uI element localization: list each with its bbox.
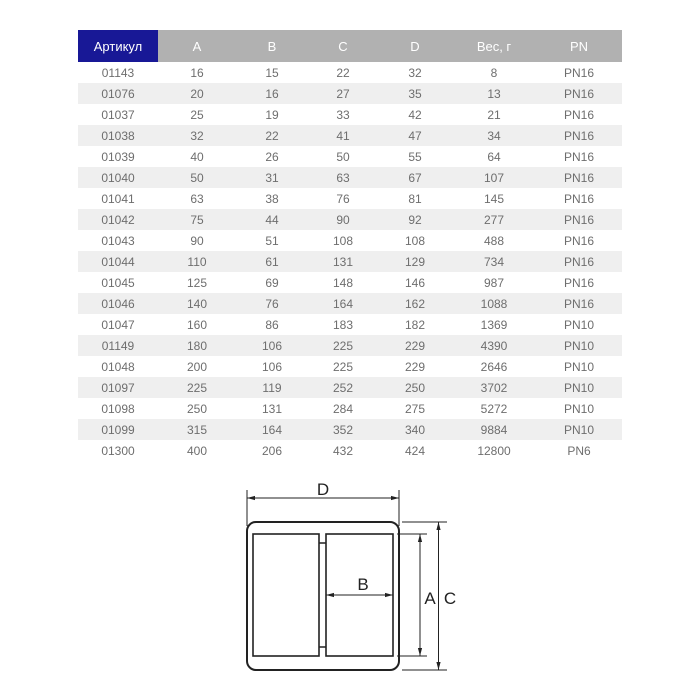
- arrow-up-icon: [436, 522, 440, 530]
- cell-c: 225: [332, 338, 354, 353]
- cell-weight: 3702: [480, 380, 508, 395]
- cell-weight: 145: [483, 191, 505, 206]
- cell-weight: 21: [487, 107, 501, 122]
- cell-a: 400: [186, 443, 208, 458]
- cell-articul: 01040: [101, 170, 135, 185]
- dimension-a: [397, 534, 436, 656]
- cell-d: 182: [404, 317, 426, 332]
- cell-d: 250: [404, 380, 426, 395]
- table-row: [78, 356, 622, 377]
- table-row: [78, 125, 622, 146]
- col-header-b: B: [236, 30, 308, 62]
- cell-c: 33: [336, 107, 350, 122]
- cell-articul: 01042: [101, 212, 135, 227]
- cell-a: 200: [186, 359, 208, 374]
- cell-pn: PN10: [563, 359, 595, 374]
- cell-pn: PN10: [563, 380, 595, 395]
- cell-d: 67: [408, 170, 422, 185]
- cell-pn: PN16: [563, 128, 595, 143]
- cell-b: 38: [265, 191, 279, 206]
- cell-weight: 13: [487, 86, 501, 101]
- dim-label-d: D: [316, 480, 330, 499]
- cell-a: 25: [190, 107, 204, 122]
- cell-articul: 01076: [101, 86, 135, 101]
- table-row: [78, 314, 622, 335]
- cell-pn: PN16: [563, 254, 595, 269]
- col-header-a: A: [158, 30, 236, 62]
- cell-articul: 01043: [101, 233, 135, 248]
- cell-c: 432: [332, 443, 354, 458]
- coupling-diagram: [230, 478, 470, 693]
- arrow-down-icon: [436, 662, 440, 670]
- table-row: [78, 230, 622, 251]
- col-header-pn: PN: [536, 30, 622, 62]
- arrow-left-icon: [247, 496, 255, 500]
- cell-d: 229: [404, 338, 426, 353]
- cell-b: 86: [265, 317, 279, 332]
- cell-articul: 01097: [101, 380, 135, 395]
- cell-c: 352: [332, 422, 354, 437]
- table-row: [78, 251, 622, 272]
- cell-d: 162: [404, 296, 426, 311]
- cell-pn: PN16: [563, 212, 595, 227]
- cell-d: 129: [404, 254, 426, 269]
- cell-articul: 01143: [101, 65, 135, 80]
- cell-weight: 9884: [480, 422, 508, 437]
- cell-a: 90: [190, 233, 204, 248]
- cell-d: 424: [404, 443, 426, 458]
- cell-weight: 1088: [480, 296, 508, 311]
- cell-b: 22: [265, 128, 279, 143]
- dimension-d: [247, 480, 399, 526]
- cell-b: 16: [265, 86, 279, 101]
- cell-c: 90: [336, 212, 350, 227]
- cell-articul: 01047: [101, 317, 135, 332]
- cell-a: 32: [190, 128, 204, 143]
- dim-label-a: A: [424, 589, 436, 608]
- cell-d: 42: [408, 107, 422, 122]
- cell-d: 275: [404, 401, 426, 416]
- cell-b: 119: [262, 380, 282, 395]
- cell-weight: 34: [487, 128, 501, 143]
- cell-pn: PN16: [563, 296, 595, 311]
- dim-label-c: C: [443, 589, 457, 608]
- cell-pn: PN16: [563, 86, 595, 101]
- cell-pn: PN10: [563, 422, 595, 437]
- cell-weight: 64: [487, 149, 501, 164]
- col-header-weight: Вес, г: [452, 30, 536, 62]
- cell-c: 284: [332, 401, 354, 416]
- arrow-right-icon: [391, 496, 399, 500]
- cell-weight: 488: [483, 233, 505, 248]
- cell-weight: 1369: [480, 317, 508, 332]
- cell-c: 63: [336, 170, 350, 185]
- cell-articul: 01099: [101, 422, 135, 437]
- spec-table-body: [78, 62, 622, 461]
- cell-c: 50: [336, 149, 350, 164]
- cell-weight: 734: [483, 254, 505, 269]
- table-row: [78, 272, 622, 293]
- arrow-up-icon: [418, 534, 422, 542]
- cell-articul: 01045: [101, 275, 135, 290]
- cell-a: 110: [187, 254, 207, 269]
- cell-a: 315: [186, 422, 208, 437]
- cell-c: 131: [332, 254, 354, 269]
- cell-a: 63: [190, 191, 204, 206]
- cell-b: 106: [261, 359, 283, 374]
- cell-b: 76: [265, 296, 279, 311]
- table-row: [78, 377, 622, 398]
- cell-a: 16: [190, 65, 204, 80]
- cell-d: 55: [408, 149, 422, 164]
- cell-weight: 8: [490, 65, 498, 80]
- cell-b: 31: [265, 170, 279, 185]
- cell-b: 164: [261, 422, 283, 437]
- cell-b: 44: [265, 212, 279, 227]
- cell-pn: PN16: [563, 275, 595, 290]
- cell-a: 180: [186, 338, 208, 353]
- cell-weight: 107: [483, 170, 505, 185]
- cell-c: 164: [332, 296, 354, 311]
- table-row: [78, 335, 622, 356]
- cell-articul: 01149: [101, 338, 135, 353]
- cell-articul: 01048: [101, 359, 135, 374]
- col-header-articul: Артикул: [78, 30, 158, 62]
- cell-a: 140: [186, 296, 208, 311]
- table-row: [78, 293, 622, 314]
- cell-b: 15: [265, 65, 279, 80]
- table-row: [78, 209, 622, 230]
- cell-c: 108: [332, 233, 354, 248]
- col-header-d: D: [378, 30, 452, 62]
- table-row: [78, 419, 622, 440]
- cell-d: 81: [408, 191, 422, 206]
- cell-pn: PN16: [563, 170, 595, 185]
- cell-d: 146: [404, 275, 426, 290]
- cell-articul: 01041: [101, 191, 135, 206]
- arrow-down-icon: [418, 648, 422, 656]
- cell-pn: PN16: [563, 191, 595, 206]
- spec-table: [78, 30, 622, 461]
- table-row: [78, 167, 622, 188]
- cell-a: 250: [186, 401, 208, 416]
- cell-c: 148: [332, 275, 354, 290]
- table-row: [78, 146, 622, 167]
- cell-a: 160: [186, 317, 208, 332]
- cell-articul: 01038: [101, 128, 135, 143]
- cell-weight: 987: [483, 275, 505, 290]
- cell-a: 125: [186, 275, 208, 290]
- cell-a: 75: [190, 212, 204, 227]
- cell-articul: 01046: [101, 296, 135, 311]
- cell-b: 19: [265, 107, 279, 122]
- table-row: [78, 83, 622, 104]
- cell-c: 183: [332, 317, 354, 332]
- cell-d: 92: [408, 212, 422, 227]
- cell-c: 225: [332, 359, 354, 374]
- cell-b: 206: [261, 443, 283, 458]
- cell-pn: PN16: [563, 233, 595, 248]
- cell-weight: 2646: [480, 359, 508, 374]
- cell-b: 69: [265, 275, 279, 290]
- cell-pn: PN16: [563, 65, 595, 80]
- cell-c: 252: [332, 380, 354, 395]
- cell-weight: 4390: [480, 338, 508, 353]
- cell-d: 47: [408, 128, 422, 143]
- cell-b: 51: [265, 233, 279, 248]
- spec-table-header: [78, 30, 622, 62]
- cell-a: 20: [190, 86, 204, 101]
- table-row: [78, 440, 622, 461]
- col-header-c: C: [308, 30, 378, 62]
- cell-articul: 01300: [101, 443, 135, 458]
- cell-pn: PN10: [563, 317, 595, 332]
- cell-b: 61: [265, 254, 279, 269]
- dim-label-b: B: [357, 575, 369, 594]
- cell-weight: 12800: [477, 443, 511, 458]
- table-row: [78, 398, 622, 419]
- cell-b: 131: [261, 401, 283, 416]
- cell-pn: PN10: [563, 401, 595, 416]
- cell-weight: 277: [483, 212, 505, 227]
- cell-pn: PN16: [563, 107, 595, 122]
- cell-articul: 01037: [101, 107, 135, 122]
- cell-pn: PN10: [563, 338, 595, 353]
- cell-d: 32: [408, 65, 422, 80]
- cell-c: 22: [336, 65, 350, 80]
- cell-d: 35: [408, 86, 422, 101]
- cell-articul: 01044: [101, 254, 135, 269]
- cell-weight: 5272: [480, 401, 508, 416]
- cell-d: 340: [404, 422, 426, 437]
- cell-d: 229: [404, 359, 426, 374]
- table-row: [78, 104, 622, 125]
- cell-c: 76: [336, 191, 350, 206]
- cell-articul: 01039: [101, 149, 135, 164]
- cell-articul: 01098: [101, 401, 135, 416]
- cell-b: 106: [261, 338, 283, 353]
- cell-pn: PN6: [567, 443, 591, 458]
- cell-a: 40: [190, 149, 204, 164]
- cell-pn: PN16: [563, 149, 595, 164]
- cell-c: 41: [336, 128, 350, 143]
- table-row: [78, 188, 622, 209]
- cell-a: 50: [190, 170, 204, 185]
- cell-a: 225: [186, 380, 208, 395]
- cell-c: 27: [336, 86, 350, 101]
- cell-b: 26: [265, 149, 279, 164]
- table-row: [78, 62, 622, 83]
- cell-d: 108: [404, 233, 426, 248]
